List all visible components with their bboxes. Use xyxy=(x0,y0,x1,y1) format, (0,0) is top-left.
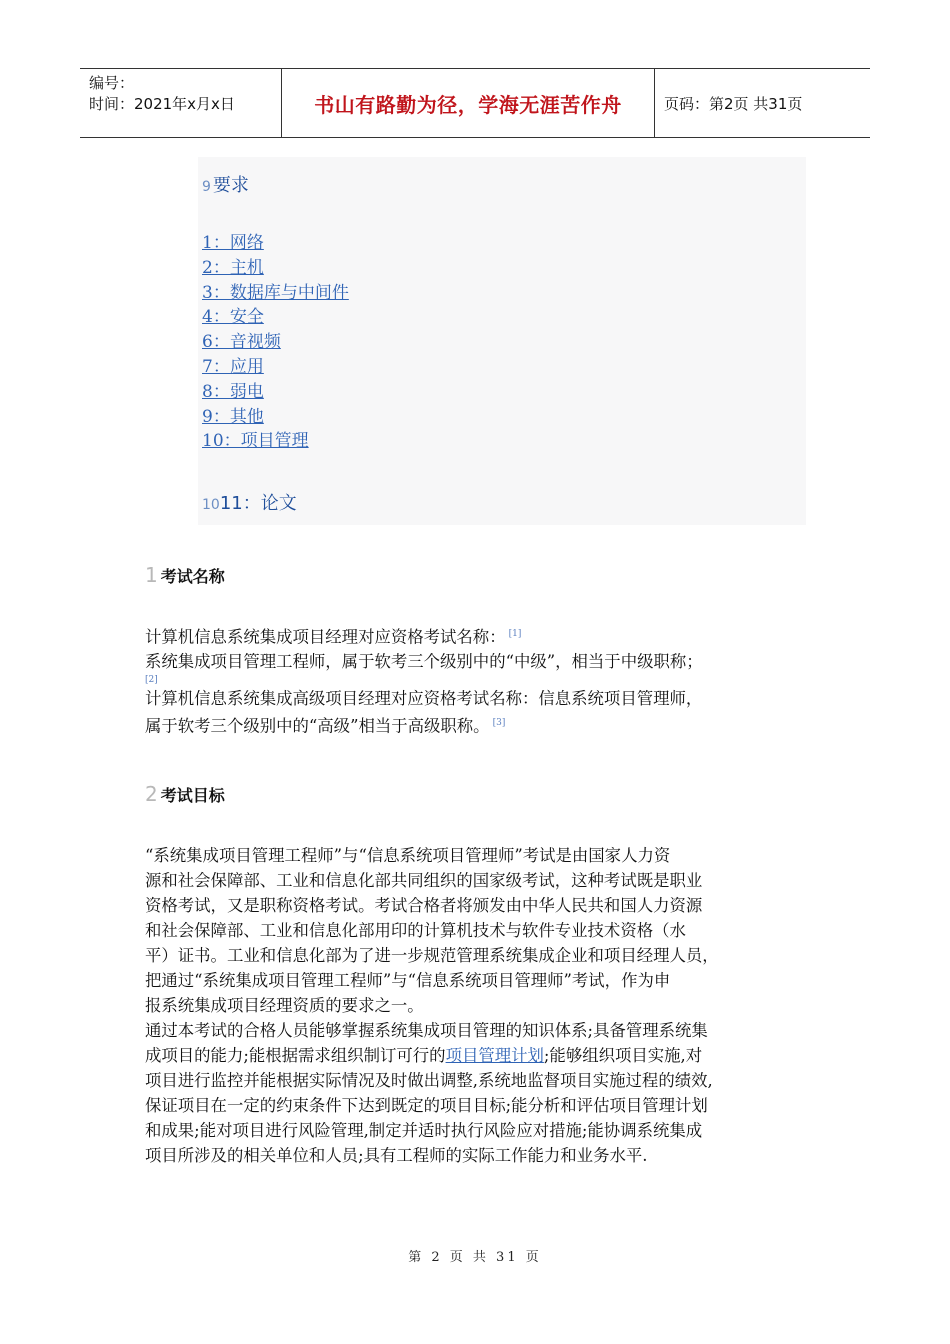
text-line xyxy=(145,1043,815,1068)
text-line: 通过本考试的合格人员能够掌握系统集成项目管理的知识体系;具备管理系统集 xyxy=(145,1021,708,1040)
list-item xyxy=(202,305,349,330)
toc-link-project-management[interactable]: 10：项目管理 xyxy=(202,431,309,452)
list-item xyxy=(202,429,349,454)
section-number: 2 xyxy=(145,782,158,806)
text-line: 源和社会保障部、工业和信息化部共同组织的国家级考试，这种考试既是职业 xyxy=(145,871,703,890)
toc-list xyxy=(202,231,349,454)
list-item xyxy=(202,231,349,256)
toc-last-text: 11：论文 xyxy=(219,493,297,514)
reference-link[interactable]: [3] xyxy=(492,718,506,729)
text-span: 计算机信息系统集成项目经理对应资格考试名称： xyxy=(145,627,506,647)
list-item xyxy=(202,330,349,355)
paragraph-exam-goal-1 xyxy=(145,843,815,1168)
section-title: 考试目标 xyxy=(160,786,225,805)
text-line: “系统集成项目管理工程师”与“信息系统项目管理师”考试是由国家人力资 xyxy=(145,846,671,865)
paragraph-exam-name xyxy=(145,622,815,739)
table-of-contents xyxy=(198,157,806,525)
toc-title-number: 9 xyxy=(202,179,211,195)
text-line: 保证项目在一定的约束条件下达到既定的项目目标;能分析和评估项目管理计划 xyxy=(145,1096,708,1115)
project-plan-link[interactable]: 项目管理计划 xyxy=(445,1046,544,1065)
text-line: 把通过“系统集成项目管理工程师”与“信息系统项目管理师”考试，作为申 xyxy=(145,971,671,990)
page-header xyxy=(80,68,870,138)
toc-link-weak-current[interactable]: 8：弱电 xyxy=(202,381,264,402)
header-motto: 书山有路勤为径，学海无涯苦作舟 xyxy=(282,69,655,137)
toc-link-application[interactable]: 7：应用 xyxy=(202,356,264,377)
text-line xyxy=(145,711,815,738)
text-line: 报系统集成项目经理资质的要求之一。 xyxy=(145,996,424,1015)
reference-link[interactable]: [2] xyxy=(145,675,158,686)
toc-link-host[interactable]: 2：主机 xyxy=(202,257,264,278)
text-line: 项目所涉及的相关单位和人员;具有工程师的实际工作能力和业务水平. xyxy=(145,1146,648,1165)
header-page-info: 页码：第2页 共31页 xyxy=(664,94,803,113)
section-number: 1 xyxy=(145,563,158,587)
section-heading-exam-name xyxy=(145,563,225,587)
text-line: 项目进行监控并能根据实际情况及时做出调整,系统地监督项目实施过程的绩效, xyxy=(145,1071,713,1090)
header-number: 编号： xyxy=(89,74,135,92)
list-item xyxy=(202,281,349,306)
toc-title xyxy=(202,171,249,197)
list-item xyxy=(202,405,349,430)
toc-section-thesis xyxy=(202,489,297,515)
reference-link[interactable]: [1] xyxy=(508,629,522,639)
text-span: 属于软考三个级别中的“高级”相当于高级职称。 xyxy=(145,716,490,736)
toc-link-database[interactable]: 3：数据库与中间件 xyxy=(202,282,349,303)
text-line: 计算机信息系统集成高级项目经理对应资格考试名称：信息系统项目管理师， xyxy=(145,689,703,709)
section-title: 考试名称 xyxy=(160,567,225,586)
text-line: 资格考试，又是职称资格考试。考试合格者将颁发由中华人民共和国人力资源 xyxy=(145,896,703,915)
text-line: 和成果;能对项目进行风险管理,制定并适时执行风险应对措施;能协调系统集成 xyxy=(145,1121,703,1140)
toc-link-other[interactable]: 9：其他 xyxy=(202,406,264,427)
text-line: 系统集成项目管理工程师，属于软考三个级别中的“中级”，相当于中级职称； xyxy=(145,652,703,672)
list-item xyxy=(202,380,349,405)
toc-link-security[interactable]: 4：安全 xyxy=(202,307,264,328)
header-time: 时间：2021年x月x日 xyxy=(89,95,235,113)
header-meta xyxy=(80,69,282,137)
text-span: 成项目的能力;能根据需求组织制订可行的 xyxy=(145,1046,446,1065)
text-line xyxy=(145,622,815,649)
text-line: 和社会保障部、工业和信息化部用印的计算机技术与软件专业技术资格（水 xyxy=(145,921,686,940)
toc-link-av[interactable]: 6：音视频 xyxy=(202,332,281,353)
toc-link-network[interactable]: 1：网络 xyxy=(202,233,264,253)
section-heading-exam-goal xyxy=(145,782,225,806)
text-line: 平）证书。工业和信息化部为了进一步规范管理系统集成企业和项目经理人员， xyxy=(145,946,719,965)
list-item xyxy=(202,355,349,380)
text-span: ;能够组织项目实施,对 xyxy=(543,1046,703,1065)
toc-last-number: 10 xyxy=(202,497,220,513)
list-item xyxy=(202,256,349,281)
toc-title-text: 要求 xyxy=(212,175,249,196)
page-footer: 第 2 页 共 31 页 xyxy=(408,1250,542,1265)
